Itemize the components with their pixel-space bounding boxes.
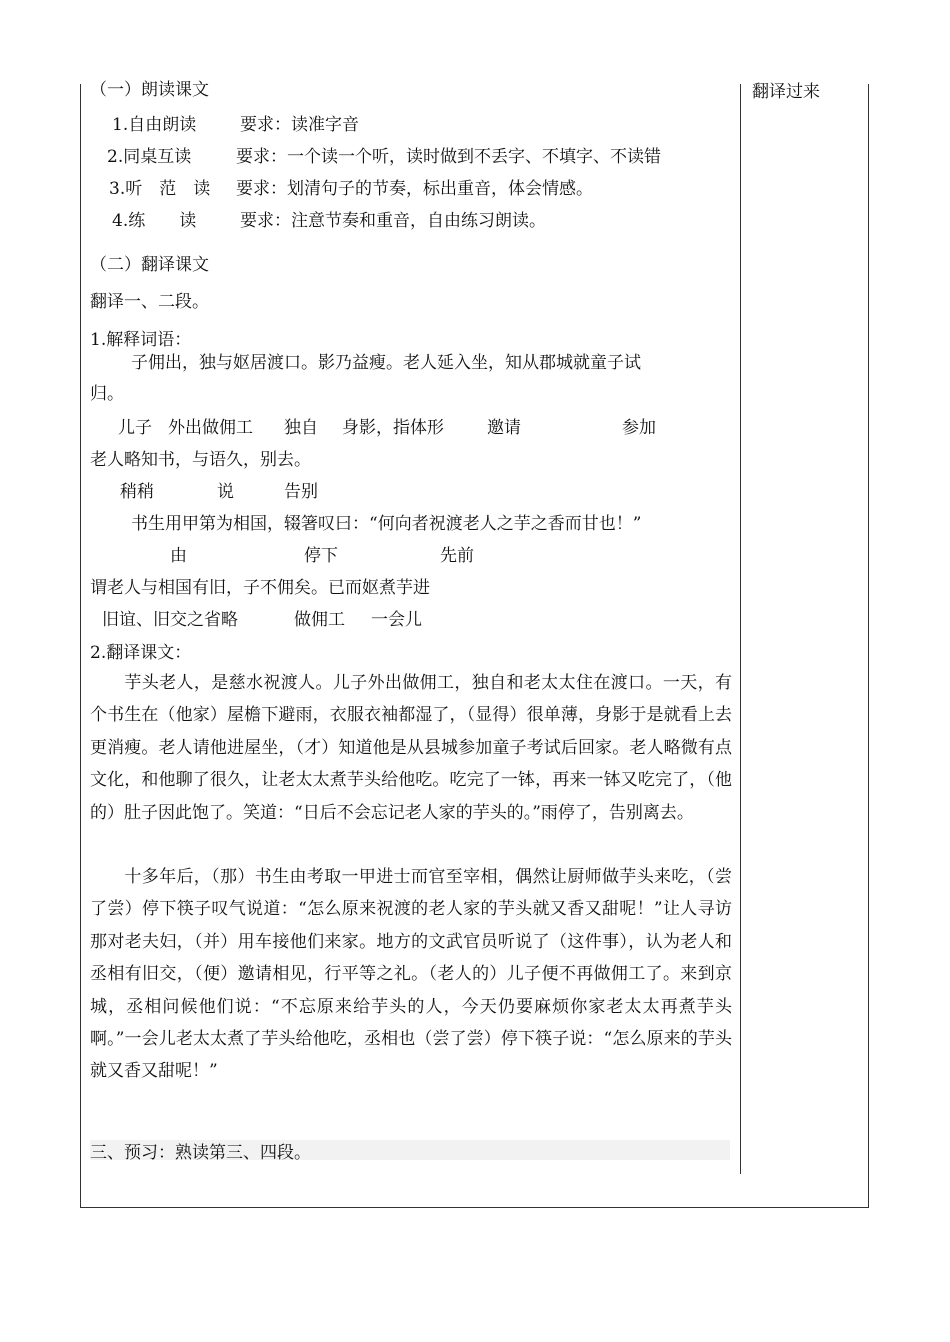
sentence-1-line-1: 子佣出，独与妪居渡口。影乃益瘦。老人延入坐，知从郡城就童子试 bbox=[131, 353, 641, 373]
side-note: 翻译过来 bbox=[752, 82, 820, 102]
section2-heading: （二）翻译课文 bbox=[90, 255, 209, 275]
item-3-label: 3.听 范 读 bbox=[109, 179, 211, 199]
gloss-1-f: 参加 bbox=[622, 418, 656, 438]
gloss-1-e: 邀请 bbox=[487, 418, 521, 438]
gloss-1-d: 身影，指体形 bbox=[342, 418, 444, 438]
gloss-4-c: 一会儿 bbox=[371, 610, 422, 630]
gloss-4-b: 做佣工 bbox=[294, 610, 345, 630]
gloss-3-a: 由 bbox=[170, 546, 187, 566]
translate-title: 2.翻译课文： bbox=[90, 643, 192, 663]
item-2-label: 2.同桌互读 bbox=[107, 147, 192, 167]
sentence-1-line-2: 归。 bbox=[90, 384, 124, 404]
section2-subheading: 翻译一、二段。 bbox=[90, 292, 209, 312]
gloss-3-c: 先前 bbox=[440, 546, 474, 566]
preview-instruction: 三、预习：熟读第三、四段。 bbox=[90, 1143, 311, 1163]
item-4-requirement: 要求：注意节奏和重音，自由练习朗读。 bbox=[240, 211, 546, 231]
item-2-requirement: 要求：一个读一个听，读时做到不丢字、不填字、不读错 bbox=[236, 147, 661, 167]
gloss-1-c: 独自 bbox=[284, 418, 318, 438]
gloss-4-a: 旧谊、旧交之省略 bbox=[102, 610, 238, 630]
gloss-3-b: 停下 bbox=[304, 546, 338, 566]
sentence-4: 谓老人与相国有旧，子不佣矣。已而妪煮芋进 bbox=[90, 578, 430, 598]
translation-paragraph-2 bbox=[90, 861, 732, 1088]
item-1-requirement: 要求：读准字音 bbox=[240, 115, 359, 135]
translation-paragraph-1 bbox=[90, 667, 732, 829]
gloss-1-b: 外出做佣工 bbox=[168, 418, 253, 438]
section1-heading: （一）朗读课文 bbox=[90, 80, 209, 100]
column-divider bbox=[740, 84, 741, 1174]
item-1-label: 1.自由朗读 bbox=[112, 115, 197, 135]
gloss-2-b: 说 bbox=[217, 482, 234, 502]
sentence-3: 书生用甲第为相国，辍箸叹曰：“何向者祝渡老人之芋之香而甘也！” bbox=[131, 514, 642, 534]
item-4-label: 4.练 读 bbox=[112, 211, 197, 231]
gloss-2-c: 告别 bbox=[284, 482, 318, 502]
translation-paragraph-1-text: 芋头老人，是慈水祝渡人。儿子外出做佣工，独自和老太太住在渡口。一天，有个书生在（他家）屋檐下避雨，衣服衣袖都湿了，（显得）很单薄，身影于是就看上去更消瘦。老人请他进屋坐，（才）知道他是从县城参加童子考试后回家。老人略微有点文化，和他聊了很久，让老太太煮芋头给他吃。吃完了一钵，再来一钵又吃完了，（他的）肚子因此饱了。笑道：“日后不会忘记老人家的芋头的。”雨停了，告别离去。 bbox=[90, 673, 732, 823]
gloss-2-a: 稍稍 bbox=[120, 482, 154, 502]
item-3-requirement: 要求：划清句子的节奏，标出重音，体会情感。 bbox=[236, 179, 593, 199]
words-title: 1.解释词语： bbox=[90, 330, 192, 350]
sentence-2: 老人略知书，与语久，别去。 bbox=[90, 450, 311, 470]
translation-paragraph-2-text: 十多年后，（那）书生由考取一甲进士而官至宰相，偶然让厨师做芋头来吃，（尝了尝）停下筷子叹气说道：“怎么原来祝渡的老人家的芋头就又香又甜呢！”让人寻访那对老夫妇，（并）用车接他们来家。地方的文武官员听说了（这件事），认为老人和丞相有旧交，（便）邀请相见，行平等之礼。（老人的）儿子便不再做佣工了。来到京城，丞相问候他们说：“不忘原来给芋头的人，今天仍要麻烦你家老太太再煮芋头啊。”一会儿老太太煮了芋头给他吃，丞相也（尝了尝）停下筷子说：“怎么原来的芋头就又香又甜呢！” bbox=[90, 867, 732, 1082]
gloss-1-a: 儿子 bbox=[118, 418, 152, 438]
